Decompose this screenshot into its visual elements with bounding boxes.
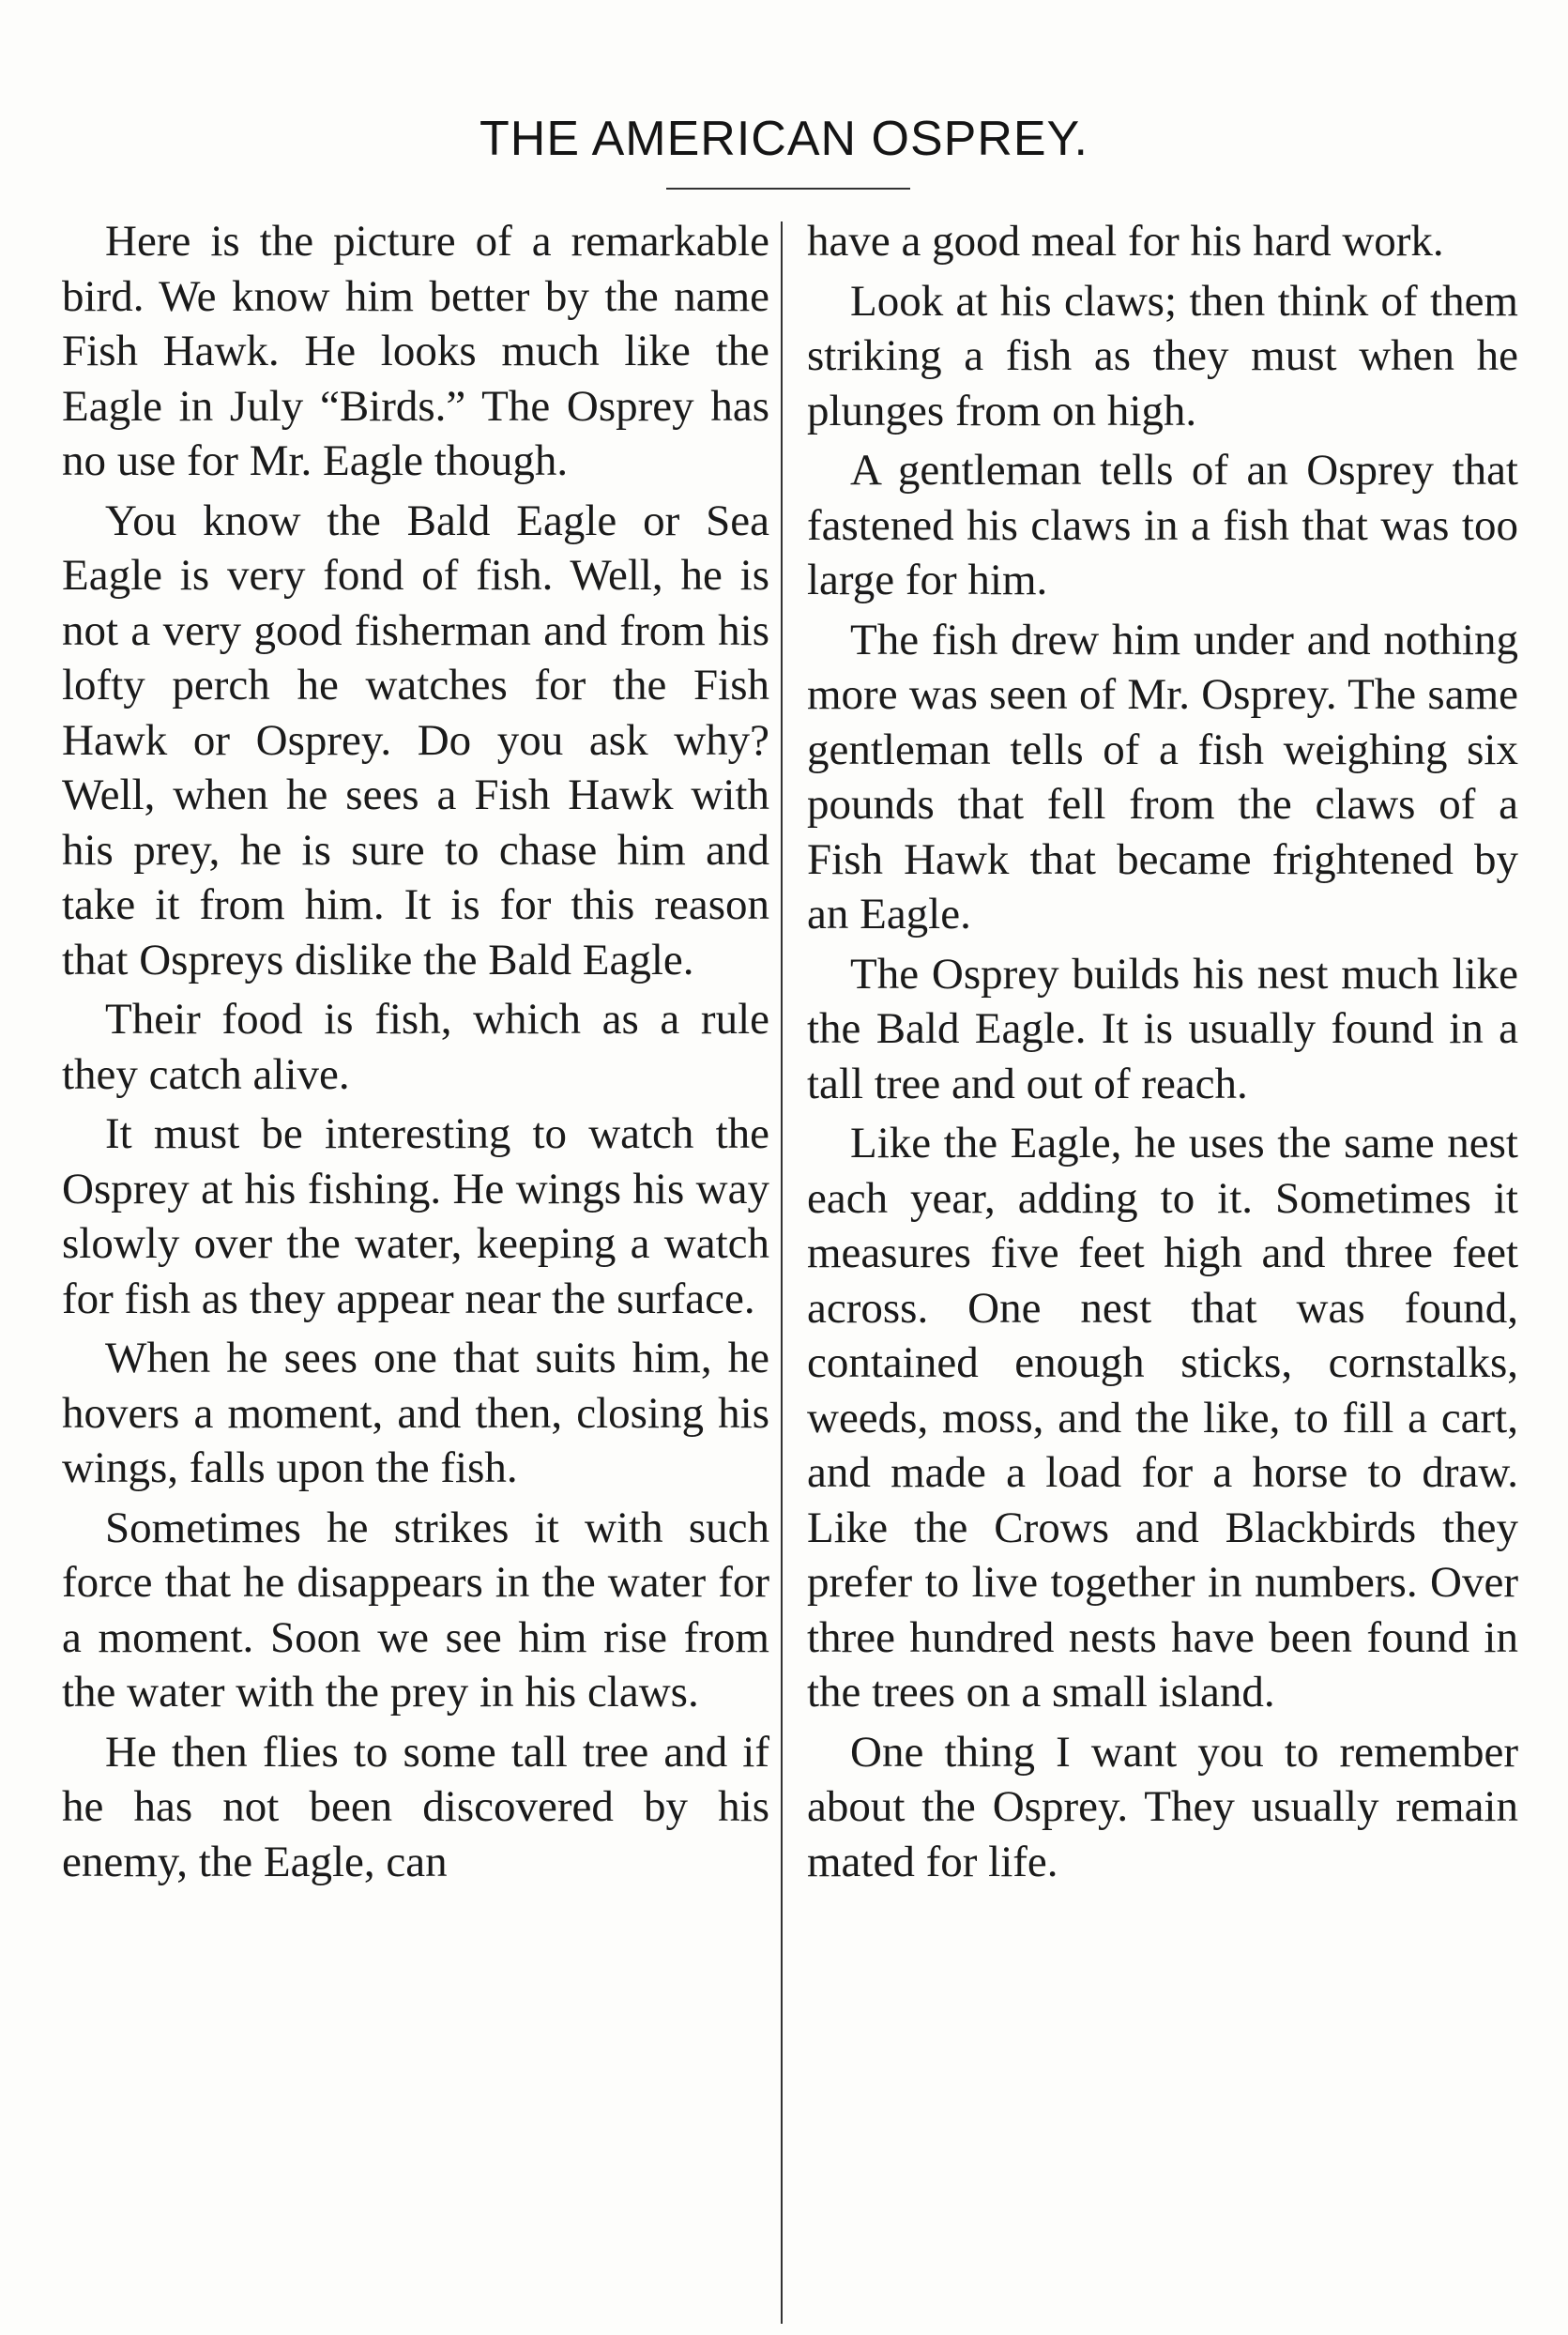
paragraph: Sometimes he strikes it with such force that he disappears in the water for a moment. Soon we see him rise from the water with the prey in his claws.: [62, 1503, 769, 1717]
paragraph: Here is the picture of a remarkable bird. We know him better by the name Fish Hawk. He looks much like the Eagle in July “Birds.” The Osprey has no use for Mr. Eagle though.: [62, 217, 769, 485]
right-column: [807, 214, 1518, 1894]
left-column: [62, 214, 769, 1894]
paragraph: Like the Eagle, he uses the same nest each year, adding to it. Sometimes it measures five feet high and three feet across. One nest that was found, contained enough sticks, cornstalks, weeds, moss, and the like, to fill a cart, and made a load for a horse to draw. Like the Crows and Blackbirds they prefer to live together in numbers. Over three hundred nests have been found in the trees on a small island.: [807, 1119, 1518, 1717]
article-title: THE AMERICAN OSPREY.: [480, 112, 1088, 166]
column-divider: [781, 221, 783, 2324]
paragraph: When he sees one that suits him, he hovers a moment, and then, closing his wings, falls upon the fish.: [62, 1334, 769, 1492]
paragraph: The fish drew him under and nothing more was seen of Mr. Osprey. The same gentleman tells of a fish weighing six pounds that fell from the claws of a Fish Hawk that became frightened by an Eagle.: [807, 615, 1518, 939]
paragraph: The Osprey builds his nest much like the Bald Eagle. It is usually found in a tall tree and out of reach.: [807, 949, 1518, 1108]
paragraph-continued: have a good meal for his hard work.: [807, 217, 1444, 266]
paragraph: A gentleman tells of an Osprey that fastened his claws in a fish that was too large for him.: [807, 446, 1518, 604]
paragraph: He then flies to some tall tree and if he has not been discovered by his enemy, the Eagle, can: [62, 1727, 769, 1886]
paragraph: You know the Bald Eagle or Sea Eagle is very fond of fish. Well, he is not a very good fisherman and from his lofty perch he watches for the Fish Hawk or Osprey. Do you ask why? Well, when he sees a Fish Hawk with his prey, he is sure to chase him and take it from him. It is for this reason that Ospreys dislike the Bald Eagle.: [62, 496, 769, 984]
paragraph: Look at his claws; then think of them striking a fish as they must when he plunges from on high.: [807, 276, 1518, 435]
paragraph: Their food is fish, which as a rule they catch alive.: [62, 995, 769, 1099]
paragraph: One thing I want you to remember about the Osprey. They usually remain mated for life.: [807, 1727, 1518, 1886]
title-underline: [666, 188, 910, 190]
paragraph: It must be interesting to watch the Osprey at his fishing. He wings his way slowly over the water, keeping a watch for fish as they appear near the surface.: [62, 1109, 769, 1323]
